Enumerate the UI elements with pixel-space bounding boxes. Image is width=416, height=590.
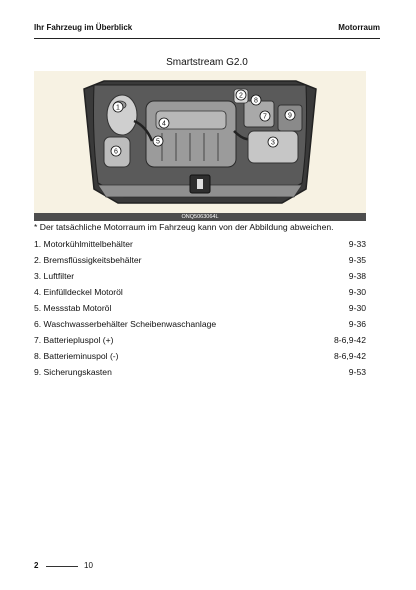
item-label: 2. Bremsflüssigkeitsbehälter (34, 255, 142, 265)
callout-6 (111, 146, 121, 156)
item-label: 9. Sicherungskasten (34, 367, 112, 377)
callout-5 (153, 136, 163, 146)
item-label: 3. Luftfilter (34, 271, 75, 281)
item-label: 6. Waschwasserbehälter Scheibenwaschanlage (34, 319, 217, 329)
item-label: 1. Motorkühlmittelbehälter (34, 239, 133, 249)
svg-text:8: 8 (254, 97, 258, 105)
header-section-title: Ihr Fahrzeug im Überblick (34, 23, 133, 32)
page-number: 2 (34, 561, 39, 570)
header-chapter-title: Motorraum (338, 23, 380, 32)
svg-text:6: 6 (114, 148, 118, 156)
list-item (34, 268, 366, 284)
callout-9 (285, 110, 295, 120)
svg-text:1: 1 (116, 104, 120, 112)
item-label: 5. Messstab Motoröl (34, 303, 112, 313)
callout-4 (159, 118, 169, 128)
disclaimer-note: * Der tatsächliche Motorraum im Fahrzeug kann von der Abbildung abweichen. (34, 222, 334, 232)
list-item (34, 284, 366, 300)
svg-text:5: 5 (156, 138, 160, 146)
svg-text:7: 7 (263, 113, 267, 121)
figure-title: Smartstream G2.0 (166, 57, 248, 68)
list-item (34, 348, 366, 364)
svg-text:3: 3 (271, 139, 275, 147)
figure-code: ONQ5063064L (181, 214, 219, 220)
item-label: 7. Batteriepluspol (+) (34, 335, 114, 345)
list-item (34, 300, 366, 316)
item-page-ref: 9-30 (348, 287, 366, 297)
list-item (34, 316, 366, 332)
list-item (34, 236, 366, 252)
svg-text:2: 2 (239, 92, 243, 100)
engine-bay-illustration (34, 71, 366, 221)
component-list (34, 236, 366, 380)
item-page-ref: 9-38 (348, 271, 366, 281)
item-page-ref: 9-35 (348, 255, 366, 265)
list-item (34, 364, 366, 380)
item-page-ref: 8-6,9-42 (333, 335, 366, 345)
item-page-ref: 8-6,9-42 (333, 351, 366, 361)
item-label: 8. Batterieminuspol (-) (34, 351, 119, 361)
engine-bay-figure (34, 71, 366, 221)
list-item (34, 252, 366, 268)
svg-text:9: 9 (288, 112, 292, 120)
callout-2 (236, 90, 246, 100)
item-page-ref: 9-30 (348, 303, 366, 313)
list-item (34, 332, 366, 348)
callout-3 (268, 137, 278, 147)
svg-text:4: 4 (162, 120, 166, 128)
item-page-ref: 9-33 (348, 239, 366, 249)
callout-7 (260, 111, 270, 121)
callout-8 (251, 95, 261, 105)
chapter-number: 10 (84, 561, 93, 570)
item-page-ref: 9-36 (348, 319, 366, 329)
header-rule (34, 38, 380, 39)
footer-rule (46, 566, 78, 567)
item-page-ref: 9-53 (348, 367, 366, 377)
callout-1 (113, 102, 123, 112)
item-label: 4. Einfülldeckel Motoröl (34, 287, 123, 297)
